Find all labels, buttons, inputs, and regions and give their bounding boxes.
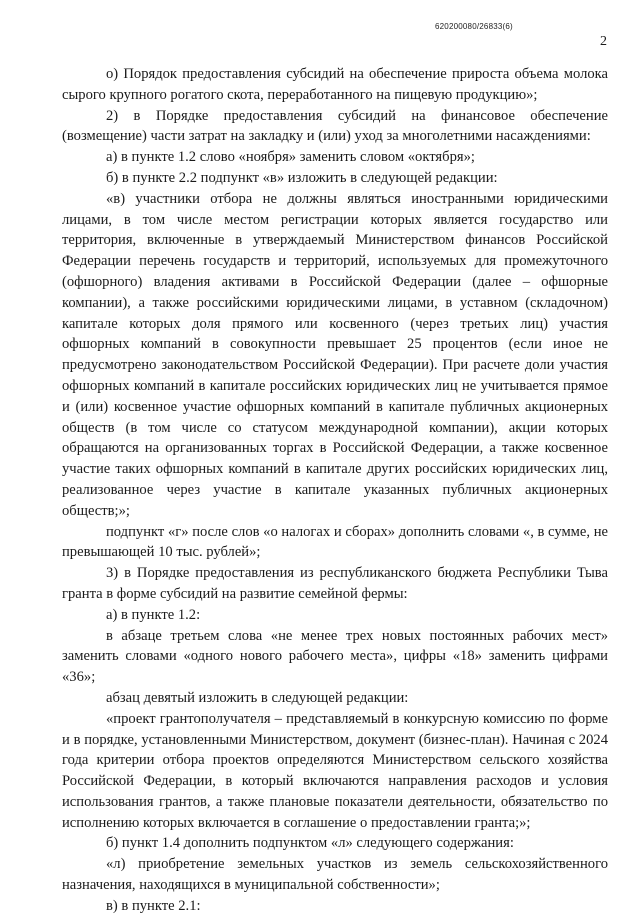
paragraph: а) в пункте 1.2 слово «ноября» заменить словом «октября»;: [106, 149, 475, 166]
document-id: 620200080/26833(6): [435, 22, 513, 31]
paragraph: подпункт «г» после слов «о налогах и сборах» дополнить словами «, в сумме, не превышающей 10 тыс. рублей»;: [62, 523, 608, 561]
paragraph: 2) в Порядке предоставления субсидий на финансовое обеспечение (возмещение) части затрат на закладку и (или) уход за многолетними насаждениями:: [62, 107, 608, 145]
paragraph: б) в пункте 2.2 подпункт «в» изложить в следующей редакции:: [106, 169, 498, 186]
paragraph: б) пункт 1.4 дополнить подпунктом «л» следующего содержания:: [106, 835, 514, 852]
paragraph: о) Порядок предоставления субсидий на обеспечение прироста объема молока сырого крупного рогатого скота, переработанного на пищевую продукцию»;: [62, 66, 608, 103]
paragraph: «в) участники отбора не должны являться иностранными юридическими лицами, в том числе местом регистрации которых является государство или территория, включенные в утверждаемый Министерством финансов Российской Федерации перечень государств и территорий, используемых для промежуточного (офшорного) владения активами в Российской Федерации (далее – офшорные компании), а также российскими юридическими лицами, в уставном (складочном) капитале которых доля прямого или косвенного (через третьих лиц) участия офшорных компаний в совокупности превышает 25 процентов (если иное не предусмотрено законодательством Российской Федерации). При расчете доли участия офшорных компаний в капитале российских юридических лиц не учитывается прямое и (или) косвенное участие офшорных компаний в капитале публичных акционерных обществ (в том числе со статусом международной компании), акции которых обращаются на организованных торгах в Российской Федерации, а также косвенное участие таких офшорных компаний в капитале других российских юридических лиц, реализованное через участие в капитале указанных публичных акционерных обществ;»;: [62, 190, 608, 519]
paragraph: в абзаце третьем слова «не менее трех новых постоянных рабочих мест» заменить словами «одного нового рабочего места», цифры «18» заменить цифрами «36»;: [62, 627, 608, 686]
document-body: [62, 64, 608, 917]
page-number: 2: [600, 34, 607, 49]
paragraph: «л) приобретение земельных участков из земель сельскохозяйственного назначения, находящихся в муниципальной собственности»;: [62, 856, 608, 894]
paragraph: а) в пункте 1.2:: [106, 606, 201, 623]
paragraph: «проект грантополучателя – представляемый в конкурсную комиссию по форме и в порядке, установленными Министерством, документ (бизнес-план). Начиная с 2024 года критерии отбора проектов определяются Министерством сельского хозяйства Российской Федерации, в который включаются направления расходов и условия использования грантов, а также плановые показатели деятельности, обязательство по исполнению которых включается в соглашение о предоставлении гранта;»;: [62, 710, 608, 831]
paragraph: 3) в Порядке предоставления из республиканского бюджета Республики Тыва гранта в форме субсидий на развитие семейной фермы:: [62, 565, 608, 602]
paragraph: в) в пункте 2.1:: [106, 897, 201, 914]
paragraph: абзац девятый изложить в следующей редакции:: [106, 689, 409, 706]
